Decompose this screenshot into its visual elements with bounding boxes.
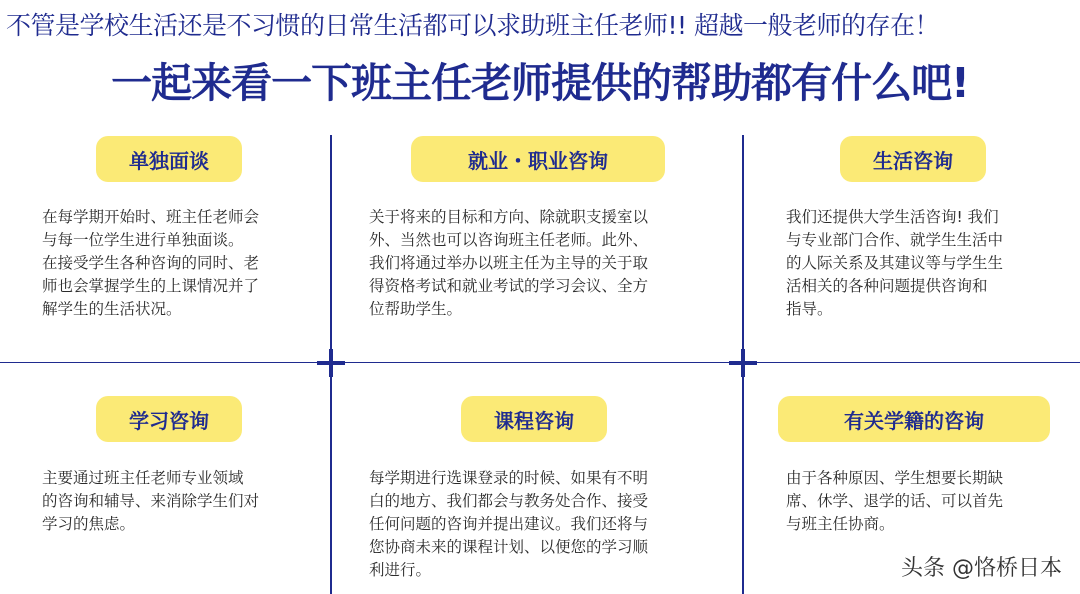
section-desc-enrollment-consult xyxy=(786,467,1003,536)
section-desc-study-consult xyxy=(42,467,259,536)
desc-line: 的咨询和辅导、来消除学生们对 xyxy=(42,492,260,510)
desc-line: 与每一位学生进行单独面谈。 xyxy=(42,231,244,249)
desc-line: 由于各种原因、学生想要长期缺 xyxy=(786,469,1004,487)
section-desc-individual-interview xyxy=(42,206,259,321)
section-title-study-consult: 学习咨询 xyxy=(96,396,242,442)
section-desc-career-consult xyxy=(369,206,648,321)
desc-line: 我们还提供大学生活咨询! 我们 xyxy=(786,208,999,226)
desc-line: 我们将通过举办以班主任为主导的关于取 xyxy=(369,254,649,272)
desc-line: 在每学期开始时、班主任老师会 xyxy=(42,208,260,226)
desc-line: 外、当然也可以咨询班主任老师。此外、 xyxy=(369,231,649,249)
desc-line: 每学期进行选课登录的时候、如果有不明 xyxy=(369,469,649,487)
plus-icon xyxy=(317,349,345,377)
divider-horizontal xyxy=(0,362,1080,363)
desc-line: 您协商未来的课程计划、以便您的学习顺 xyxy=(369,538,649,556)
desc-line: 的人际关系及其建议等与学生生 xyxy=(786,254,1004,272)
section-title-individual-interview: 单独面谈 xyxy=(96,136,242,182)
desc-line: 与班主任协商。 xyxy=(786,515,895,533)
section-desc-life-consult xyxy=(786,206,1003,321)
desc-line: 得资格考试和就业考试的学习会议、全方 xyxy=(369,277,649,295)
desc-line: 席、休学、退学的话、可以首先 xyxy=(786,492,1004,510)
header-subtitle: 不管是学校生活还是不习惯的日常生活都可以求助班主任老师!! 超越一般老师的存在！ xyxy=(6,11,939,40)
plus-icon xyxy=(729,349,757,377)
watermark: 头条 @恪桥日本 xyxy=(901,556,1062,581)
section-title-enrollment-consult: 有关学籍的咨询 xyxy=(778,396,1050,442)
section-title-career-consult: 就业・职业咨询 xyxy=(411,136,665,182)
desc-line: 学习的焦虑。 xyxy=(42,515,136,533)
desc-line: 主要通过班主任老师专业领域 xyxy=(42,469,244,487)
header-title: 一起来看一下班主任老师提供的帮助都有什么吧! xyxy=(111,59,969,107)
section-title-life-consult: 生活咨询 xyxy=(840,136,986,182)
desc-line: 利进行。 xyxy=(369,561,432,579)
desc-line: 关于将来的目标和方向、除就职支援室以 xyxy=(369,208,649,226)
desc-line: 位帮助学生。 xyxy=(369,300,463,318)
section-desc-course-consult xyxy=(369,467,648,582)
desc-line: 在接受学生各种咨询的同时、老 xyxy=(42,254,260,272)
desc-line: 师也会掌握学生的上课情况并了 xyxy=(42,277,260,295)
desc-line: 与专业部门合作、就学生生活中 xyxy=(786,231,1004,249)
desc-line: 解学生的生活状况。 xyxy=(42,300,182,318)
desc-line: 指导。 xyxy=(786,300,833,318)
desc-line: 活相关的各种问题提供咨询和 xyxy=(786,277,988,295)
section-title-course-consult: 课程咨询 xyxy=(461,396,607,442)
desc-line: 白的地方、我们都会与教务处合作、接受 xyxy=(369,492,649,510)
desc-line: 任何问题的咨询并提出建议。我们还将与 xyxy=(369,515,649,533)
